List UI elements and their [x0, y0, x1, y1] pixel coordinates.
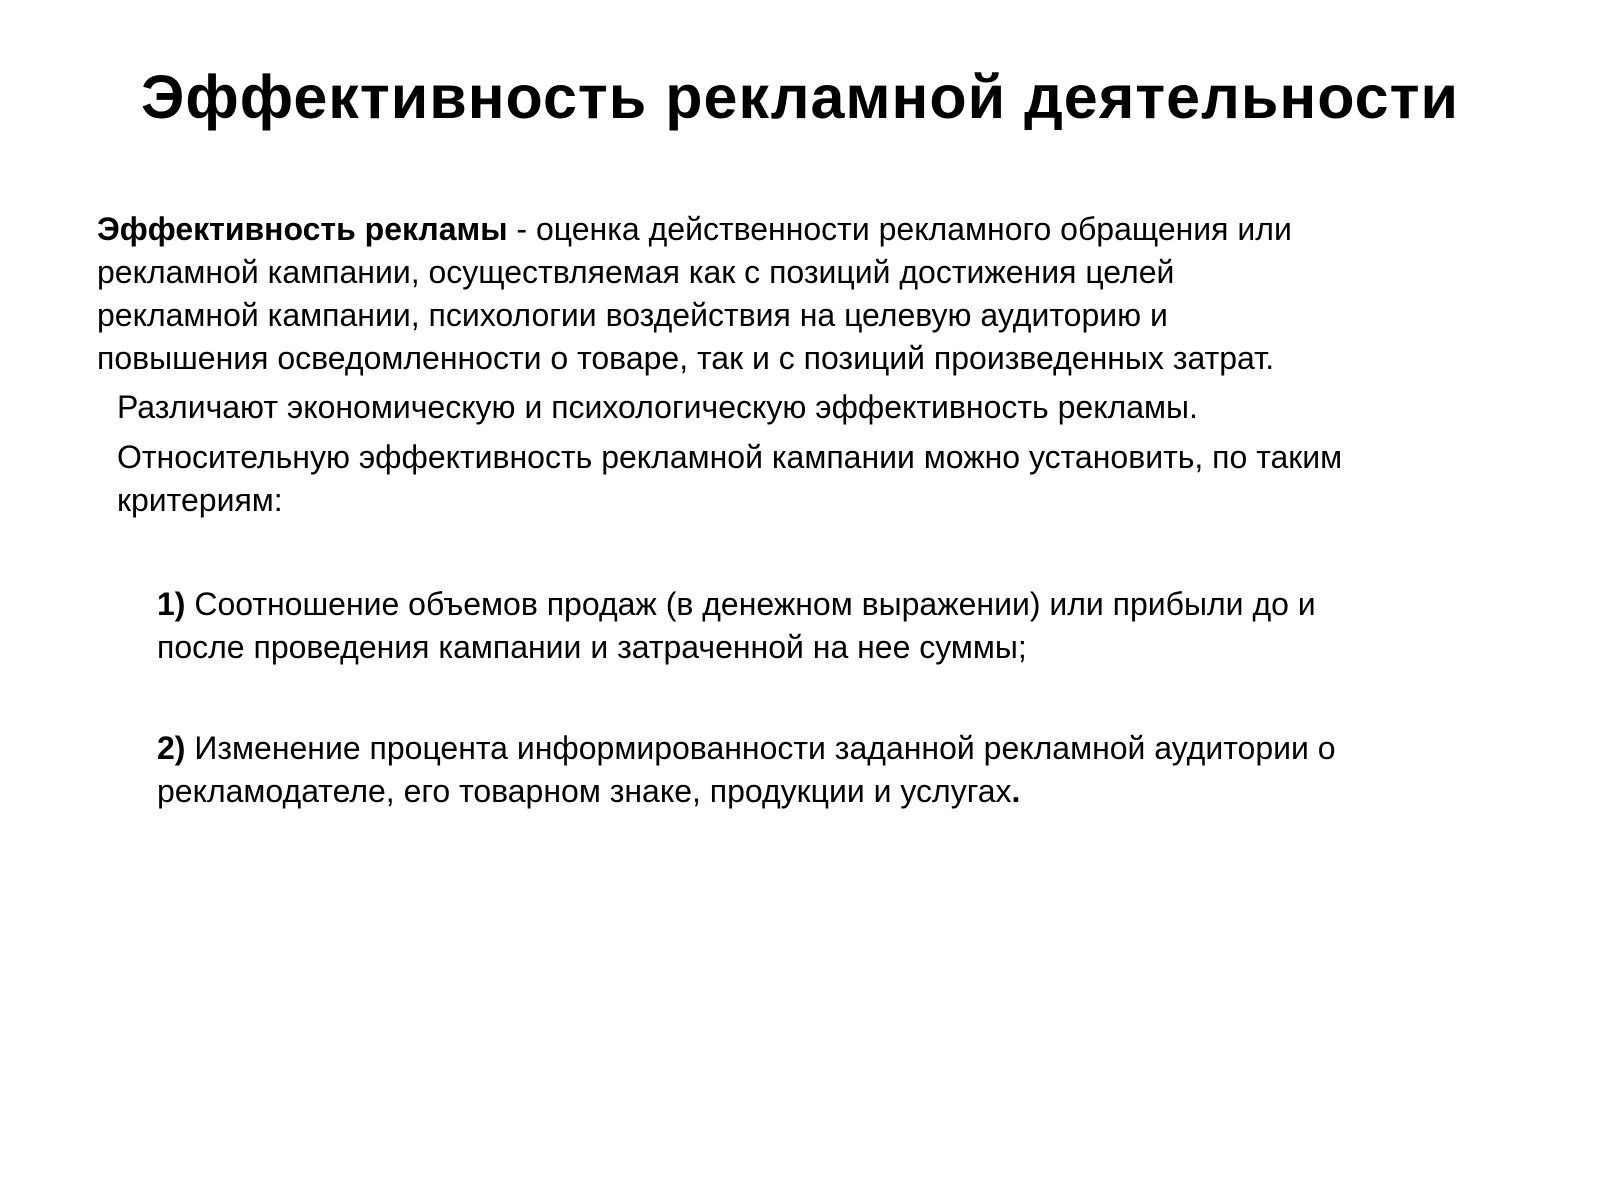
criterion-1-line-1 [157, 583, 1537, 626]
definition-text: - оценка действенности рекламного обращения или [507, 211, 1292, 247]
definition-line-1 [97, 208, 1537, 251]
criterion-1-number: 1) [157, 586, 186, 622]
criterion-2 [157, 727, 1537, 813]
definition-paragraph [97, 208, 1537, 380]
slide-title: Эффективность рекламной деятельности [141, 63, 1459, 131]
criterion-2-line-2 [157, 770, 1537, 813]
criterion-1-text: Соотношение объемов продаж (в денежном выражении) или прибыли до и [185, 586, 1316, 622]
definition-line-3: рекламной кампании, психологии воздействия на целевую аудиторию и [97, 297, 1168, 333]
criterion-2-end-mark: . [1011, 773, 1021, 809]
criterion-2-line-1 [157, 727, 1537, 770]
types-paragraph [117, 386, 1537, 429]
relative-paragraph [117, 436, 1557, 522]
criterion-2-number: 2) [157, 730, 186, 766]
criterion-1-line-2: после проведения кампании и затраченной на нее суммы; [157, 629, 1027, 665]
criterion-1 [157, 583, 1537, 669]
criterion-2-text: Изменение процента информированности заданной рекламной аудитории о [185, 730, 1336, 766]
definition-term: Эффективность рекламы [97, 211, 508, 247]
criterion-2-text-2: рекламодателе, его товарном знаке, продукции и услугах [157, 773, 1012, 809]
definition-line-4: повышения осведомленности о товаре, так и с позиций произведенных затрат. [97, 340, 1275, 376]
relative-line-2: критериям: [117, 482, 283, 518]
relative-line-1: Относительную эффективность рекламной кампании можно установить, по таким [117, 439, 1343, 475]
definition-line-2: рекламной кампании, осуществляемая как с позиций достижения целей [97, 254, 1175, 290]
types-text: Различают экономическую и психологическую эффективность рекламы. [117, 389, 1198, 425]
